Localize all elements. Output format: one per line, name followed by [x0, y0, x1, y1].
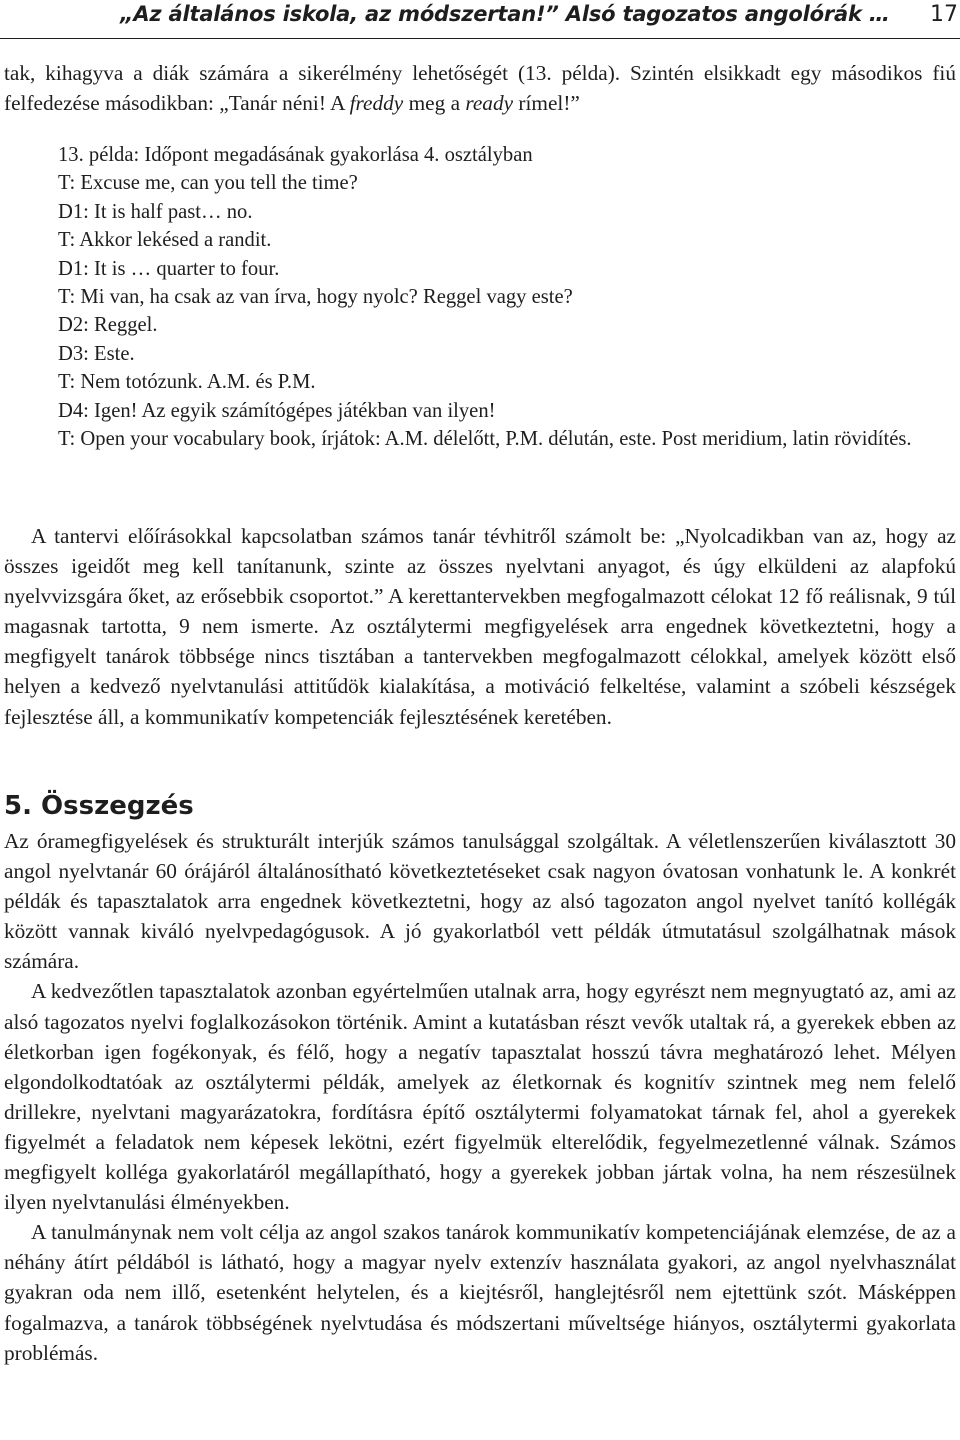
dialogue-line: T: Nem totózunk. A.M. és P.M. [58, 371, 316, 394]
intro-text-b: meg a [403, 91, 466, 116]
summary-paragraph-2: A kedvezőtlen tapasztalatok azonban egyértelműen utalnak arra, hogy egyrészt nem megnyugtató az, ami az alsó tagozatos nyelvi foglalkozásokon történik. Amint a kutatásban részt vevők utaltak rá, a gyerekek ebben az életkorban igen fogékonyak, és félő, hogy a negatív tapasztalat hosszú távra meghatározó lehet. Mélyen elgondolkodtatóak az osztálytermi példák, amelyek az életkornak és kognitív szintnek meg nem felelő drillekre, nyelvtani magyarázatokra, fordításra építő osztálytermi folyamatokat tárnak fel, ahol a gyerekek figyelmét a feladatok nem képesek lekötni, ezért figyelmük elterelődik, fegyelmezetlenné válnak. Számos megfigyelt kolléga gyakorlatáról megállapítható, hogy a gyerekek jobban jártak volna, ha nem részesülnek ilyen nyelvtanulási élményekben. [4, 979, 956, 1215]
intro-italic-ready: ready [465, 91, 514, 116]
summary-paragraph-3: A tanulmánynak nem volt célja az angol szakos tanárok kommunikatív kompetenciájának elemzése, de az a néhány átírt példából is látható, hogy a magyar nyelv extenzív használata gyakori, az angol nyelvhasználat gyakran oda nem illő, esetenként helytelen, és a kiejtésről, hanglejtésről nem ejtettünk szót. Másképpen fogalmazva, a tanárok többségének nyelvtudása és módszertani műveltsége hiányos, osztálytermi gyakorlata problémás. [4, 1220, 956, 1365]
example-title: 13. példa: Időpont megadásának gyakorlása 4. osztályban [58, 144, 533, 166]
dialogue-line: D1: It is half past… no. [58, 200, 253, 223]
section-heading: 5. Összegzés [4, 791, 194, 821]
intro-text-c: rímel!” [513, 91, 580, 116]
summary-paragraph-1: Az óramegfigyelések és strukturált interjúk számos tanulsággal szolgáltak. A véletlenszerűen kiválasztott 30 angol nyelvtanár 60 órájáról általánosítható következtetéseket csak nagyon óvatosan vonhatunk le. A konkrét példák és tapasztalatok arra engednek következtetni, hogy az alsó tagozaton angol nyelvet tanító kollégák között vannak kiváló nyelvpedagógusok. A jó gyakorlatból vett példák útmutatásul szolgálhatnak mások számára. [4, 829, 956, 974]
dialogue-line-last: T: Open your vocabulary book, írjátok: A.M. délelőtt, P.M. délután, este. Post meridium, latin rövidítés. [58, 428, 912, 451]
dialogue-line: T: Excuse me, can you tell the time? [58, 172, 358, 195]
intro-paragraph [4, 58, 956, 118]
dialogue-line: D1: It is … quarter to four. [58, 257, 280, 280]
summary-section [4, 826, 956, 1368]
dialogue-line: D3: Este. [58, 342, 135, 365]
header-rule [0, 38, 960, 39]
body-paragraph: A tantervi előírásokkal kapcsolatban számos tanár tévhitről számolt be: „Nyolcadikban van az, hogy az összes igeidőt meg kell tanítanunk, szinte az összes nyelvtani anyagot, és úgy elküldeni az alapfokú nyelvvizsgára őket, az erősebbik csoportot.” A kerettantervekben megfogalmazott célokat 12 fő reálisnak, 9 túl magasnak tartotta, 9 nem ismerte. Az osztálytermi megfigyelések arra engednek következtetni, hogy a megfigyelt tanárok többsége nincs tisztában a tantervekben megfogalmazott célokkal, amelyek között első helyen a kedvező nyelvtanulási attitűdök kialakítása, a motiváció felkeltése, valamint a szóbeli készségek fejlesztése áll, a kommunikatív kompetenciák fejlesztésének keretében. [4, 524, 956, 729]
dialogue-line: T: Akkor lekésed a randit. [58, 229, 272, 252]
example-13 [4, 141, 956, 453]
intro-text-a: tak, kihagyva a diák számára a sikerélmény lehetőségét (13. példa). Szintén elsikkadt egy másodikos fiú felfedezése másodikban: „Tanár néni! A [4, 61, 956, 116]
running-title: „Az általános iskola, az módszertan!” Alsó tagozatos angolórák … [120, 2, 890, 26]
dialogue-line: D2: Reggel. [58, 314, 158, 337]
intro-italic-freddy: freddy [349, 91, 404, 116]
dialogue-line: D4: Igen! Az egyik számítógépes játékban van ilyen! [58, 399, 496, 422]
dialogue-line: T: Mi van, ha csak az van írva, hogy nyolc? Reggel vagy este? [58, 286, 573, 309]
page-number: 17 [930, 2, 958, 27]
running-header [0, 0, 960, 44]
